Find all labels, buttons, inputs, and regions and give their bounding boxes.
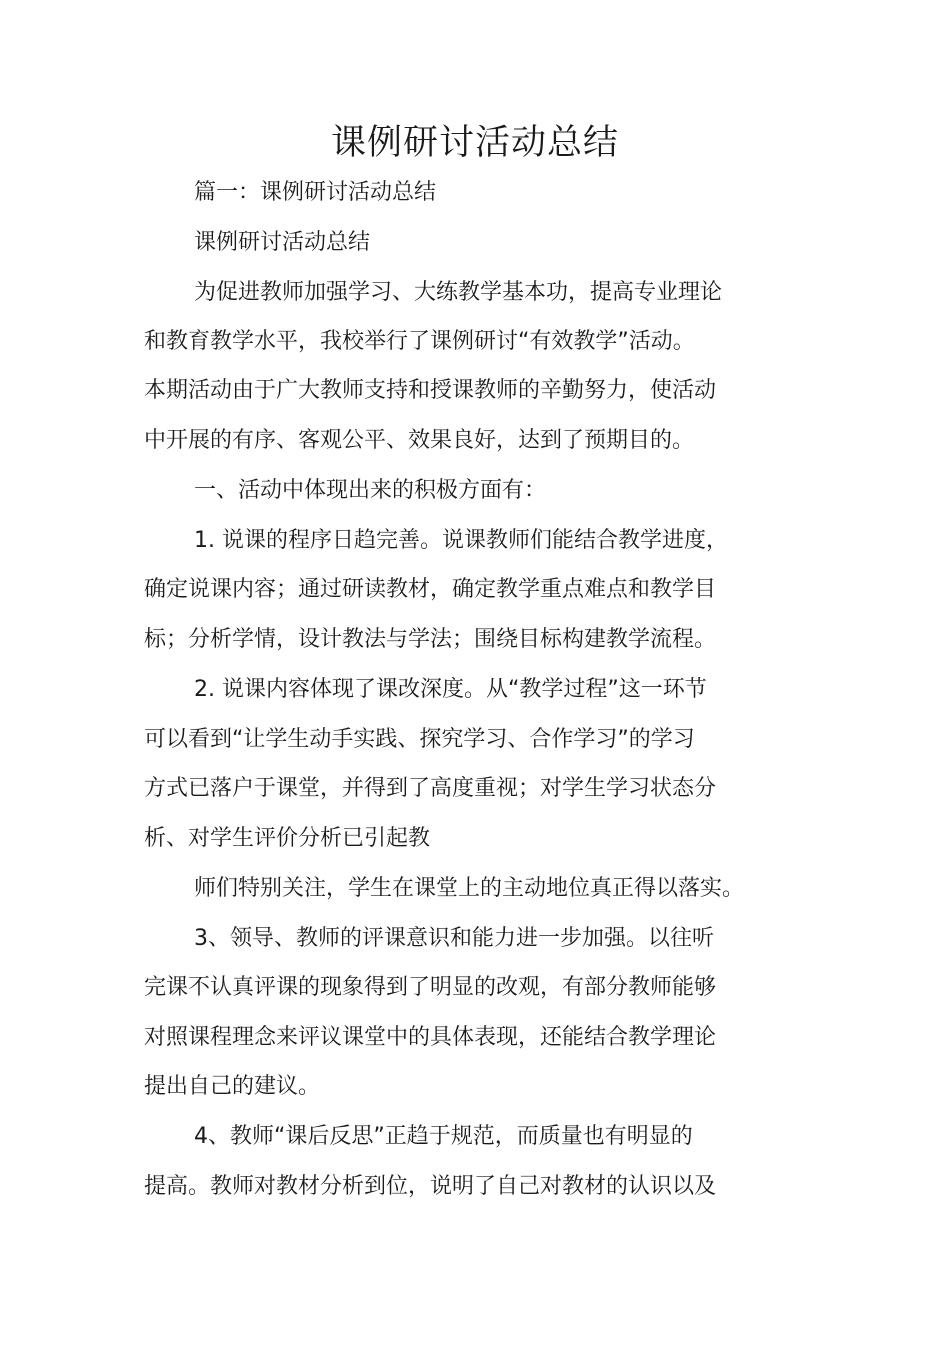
body-line: 师们特别关注，学生在课堂上的主动地位真正得以落实。 (194, 876, 745, 901)
body-line: 中开展的有序、客观公平、效果良好，达到了预期目的。 (144, 428, 695, 453)
body-line: 和教育教学水平，我校举行了课例研讨“有效教学”活动。 (144, 329, 695, 354)
body-line: 1. 说课的程序日趋完善。说课教师们能结合教学进度， (194, 528, 728, 553)
body-line: 2. 说课内容体现了课改深度。从“教学过程”这一环节 (194, 677, 707, 702)
body-line: 完课不认真评课的现象得到了明显的改观，有部分教师能够 (144, 975, 717, 1000)
body-line: 方式已落户于课堂，并得到了高度重视；对学生学习状态分 (144, 776, 717, 801)
body-line: 提高。教师对教材分析到位，说明了自己对教材的认识以及 (144, 1174, 717, 1199)
document-title: 课例研讨活动总结 (330, 123, 619, 163)
body-line: 析、对学生评价分析已引起教 (144, 826, 431, 851)
body-line: 提出自己的建议。 (144, 1074, 321, 1099)
section-heading: 篇一：课例研讨活动总结 (194, 180, 437, 205)
body-line: 本期活动由于广大教师支持和授课教师的辛勤努力，使活动 (144, 378, 717, 403)
body-line: 3、领导、教师的评课意识和能力进一步加强。以往听 (194, 926, 714, 951)
body-line: 确定说课内容；通过研读教材，确定教学重点难点和教学目 (144, 577, 717, 602)
subtitle-line: 课例研讨活动总结 (194, 230, 371, 255)
body-line: 可以看到“让学生动手实践、探究学习、合作学习”的学习 (144, 727, 695, 752)
body-line: 对照课程理念来评议课堂中的具体表现，还能结合教学理论 (144, 1025, 717, 1050)
list-heading: 一、活动中体现出来的积极方面有： (194, 478, 547, 503)
body-line: 4、教师“课后反思”正趋于规范，而质量也有明显的 (194, 1124, 693, 1149)
body-line: 标；分析学情，设计教法与学法；围绕目标构建教学流程。 (144, 627, 717, 652)
body-line: 为促进教师加强学习、大练教学基本功，提高专业理论 (194, 280, 723, 305)
